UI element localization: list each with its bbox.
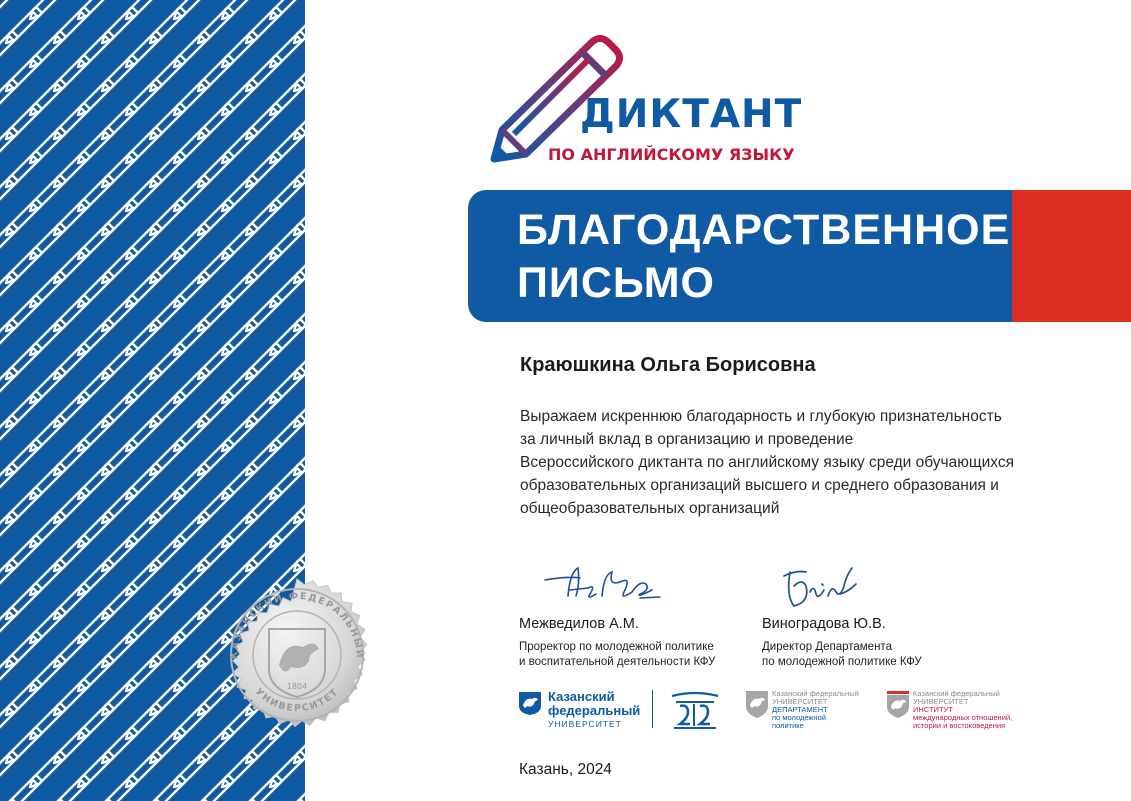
signatory-1-name: Межведилов А.М.	[519, 616, 639, 632]
place-and-date: Казань, 2024	[519, 761, 612, 778]
message-line: Выражаем искреннюю благодарность и глубокую признательность	[520, 408, 1002, 425]
signatory-2-role-line: Директор Департамента	[762, 641, 892, 653]
message-line: образовательных организаций высшего и среднего образования и	[520, 477, 999, 494]
message-text	[520, 405, 1080, 520]
emblem-logo-icon	[668, 690, 722, 730]
signature-1-image	[540, 560, 670, 610]
document-title-line-2: ПИСЬМО	[517, 259, 715, 307]
banner-accent	[1012, 190, 1131, 322]
signatory-2-name: Виноградова Ю.В.	[762, 616, 886, 632]
institute-logo-line: ИНСТИТУТ	[913, 705, 953, 714]
department-logo-line: УНИВЕРСИТЕТ	[772, 697, 828, 706]
signature-2-image	[776, 562, 866, 614]
logo-divider	[652, 690, 653, 728]
institute-logo-line: истории и востоковедения	[913, 721, 1006, 730]
seal-text-bottom: УНИВЕРСИТЕТ	[252, 686, 342, 715]
recipient-name: Краюшкина Ольга Борисовна	[520, 354, 816, 376]
signatory-1-role-line: и воспитательной деятельности КФУ	[519, 656, 716, 668]
seal-year: 1804	[286, 682, 308, 691]
message-line: общеобразовательных организаций	[520, 500, 780, 517]
institute-logo-icon	[886, 690, 910, 720]
kfu-logo-caption: УНИВЕРСИТЕТ	[548, 719, 622, 729]
signatory-1-role	[519, 640, 715, 670]
message-line: Всероссийского диктанта по английскому языку среди обучающихся	[520, 454, 1015, 471]
institute-logo-line: УНИВЕРСИТЕТ	[913, 697, 969, 706]
department-logo-line: по молодежной	[772, 713, 826, 722]
department-logo-icon	[745, 690, 769, 720]
kfu-logo-icon	[517, 690, 543, 716]
signatory-1-role-line: Проректор по молодежной политике	[519, 641, 714, 653]
message-line: за личный вклад в организацию и проведение	[520, 431, 854, 448]
signatory-2-role	[762, 640, 922, 670]
logo-subtitle: ПО АНГЛИЙСКОМУ ЯЗЫКУ	[548, 145, 795, 164]
logo-title: ДИКТАНТ	[580, 92, 803, 137]
institute-logo-line: международных отношений,	[913, 713, 1013, 722]
university-seal	[207, 567, 387, 747]
document-title	[517, 204, 1011, 310]
institute-logo-text	[913, 690, 1012, 730]
signatory-2-role-line: по молодежной политике КФУ	[762, 656, 922, 668]
document-title-line-1: БЛАГОДАРСТВЕННОЕ	[517, 206, 1011, 254]
department-logo-text	[772, 690, 859, 730]
department-logo-line: ДЕПАРТАМЕНТ	[772, 705, 828, 714]
institute-logo-line: Казанский федеральный	[913, 689, 1000, 698]
kfu-logo-line: федеральный	[548, 703, 641, 718]
department-logo-line: Казанский федеральный	[772, 689, 859, 698]
seal-text-top: КАЗАНСКИЙ ФЕДЕРАЛЬНЫЙ	[228, 590, 366, 660]
kfu-logo-text	[548, 690, 640, 718]
department-logo-line: политике	[772, 721, 804, 730]
kfu-logo-line: Казанский	[548, 689, 615, 704]
